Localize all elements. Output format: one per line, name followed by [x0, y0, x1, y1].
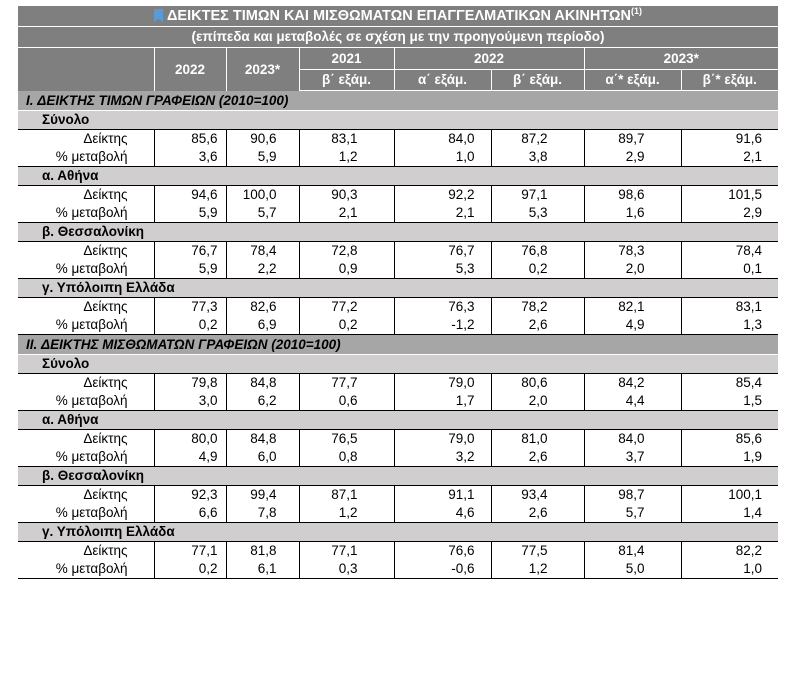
region-name: β. Θεσσαλονίκη — [18, 223, 778, 242]
value-cell: 76,7 — [394, 242, 491, 261]
commercial-property-index-table — [18, 6, 778, 579]
region-header — [18, 111, 778, 130]
value-cell: 98,6 — [584, 186, 681, 205]
region-header — [18, 411, 778, 430]
header-row-years — [18, 48, 778, 70]
region-name: Σύνολο — [18, 111, 778, 130]
report-table-container — [18, 6, 778, 579]
change-row — [18, 448, 778, 467]
value-cell: 93,4 — [491, 486, 584, 505]
value-cell: 6,0 — [226, 448, 299, 467]
value-cell: 2,9 — [681, 204, 778, 223]
value-cell: 83,1 — [681, 298, 778, 317]
footnote-marker: (1) — [631, 6, 643, 17]
value-cell: 82,6 — [226, 298, 299, 317]
region-header — [18, 523, 778, 542]
region-name: γ. Υπόλοιπη Ελλάδα — [18, 279, 778, 298]
change-row — [18, 504, 778, 523]
value-cell: 2,1 — [394, 204, 491, 223]
header-2022-a-half: α΄ εξάμ. — [394, 70, 491, 91]
value-cell: 78,2 — [491, 298, 584, 317]
value-cell: 79,8 — [154, 374, 226, 393]
index-label: Δείκτης — [18, 486, 154, 505]
change-row — [18, 260, 778, 279]
index-label: Δείκτης — [18, 242, 154, 261]
value-cell: 1,2 — [491, 560, 584, 579]
index-row — [18, 374, 778, 393]
value-cell: 82,2 — [681, 542, 778, 561]
value-cell: 81,0 — [491, 430, 584, 449]
value-cell: 5,3 — [491, 204, 584, 223]
value-cell: 78,4 — [681, 242, 778, 261]
index-row — [18, 130, 778, 149]
value-cell: 1,9 — [681, 448, 778, 467]
value-cell: 89,7 — [584, 130, 681, 149]
value-cell: 84,0 — [584, 430, 681, 449]
value-cell: 0,9 — [299, 260, 394, 279]
index-label: Δείκτης — [18, 430, 154, 449]
index-label: Δείκτης — [18, 542, 154, 561]
value-cell: 0,2 — [154, 560, 226, 579]
value-cell: 100,1 — [681, 486, 778, 505]
value-cell: 2,2 — [226, 260, 299, 279]
value-cell: 1,3 — [681, 316, 778, 335]
region-header — [18, 467, 778, 486]
value-cell: 91,1 — [394, 486, 491, 505]
value-cell: 5,9 — [226, 148, 299, 167]
header-2023-a-half: α΄* εξάμ. — [584, 70, 681, 91]
index-label: Δείκτης — [18, 298, 154, 317]
table-title — [18, 6, 778, 27]
section-title: I. ΔΕΙΚΤΗΣ ΤΙΜΩΝ ΓΡΑΦΕΙΩΝ (2010=100) — [18, 91, 778, 111]
change-row — [18, 316, 778, 335]
value-cell: 77,5 — [491, 542, 584, 561]
value-cell: 101,5 — [681, 186, 778, 205]
index-row — [18, 298, 778, 317]
index-row — [18, 186, 778, 205]
value-cell: 85,4 — [681, 374, 778, 393]
value-cell: 5,3 — [394, 260, 491, 279]
value-cell: 3,6 — [154, 148, 226, 167]
value-cell: 0,2 — [154, 316, 226, 335]
index-row — [18, 242, 778, 261]
section-header — [18, 335, 778, 355]
value-cell: 91,6 — [681, 130, 778, 149]
value-cell: 0,3 — [299, 560, 394, 579]
change-label: % μεταβολή — [18, 560, 154, 579]
value-cell: 3,8 — [491, 148, 584, 167]
header-blank-cell — [18, 48, 154, 91]
header-col-2023: 2023* — [226, 48, 299, 91]
change-label: % μεταβολή — [18, 504, 154, 523]
value-cell: 5,0 — [584, 560, 681, 579]
value-cell: 1,6 — [584, 204, 681, 223]
value-cell: 80,6 — [491, 374, 584, 393]
value-cell: 84,8 — [226, 374, 299, 393]
value-cell: 98,7 — [584, 486, 681, 505]
value-cell: 4,9 — [584, 316, 681, 335]
index-row — [18, 542, 778, 561]
change-label: % μεταβολή — [18, 392, 154, 411]
value-cell: 94,6 — [154, 186, 226, 205]
value-cell: 5,7 — [584, 504, 681, 523]
subtitle-row — [18, 27, 778, 48]
index-label: Δείκτης — [18, 130, 154, 149]
value-cell: 84,0 — [394, 130, 491, 149]
value-cell: 82,1 — [584, 298, 681, 317]
value-cell: 0,2 — [491, 260, 584, 279]
value-cell: 4,9 — [154, 448, 226, 467]
header-group-2023: 2023* — [584, 48, 778, 70]
change-row — [18, 560, 778, 579]
change-label: % μεταβολή — [18, 448, 154, 467]
value-cell: 77,7 — [299, 374, 394, 393]
value-cell: 84,2 — [584, 374, 681, 393]
value-cell: 97,1 — [491, 186, 584, 205]
index-label: Δείκτης — [18, 374, 154, 393]
change-label: % μεταβολή — [18, 148, 154, 167]
value-cell: 2,6 — [491, 504, 584, 523]
header-group-2021: 2021 — [299, 48, 394, 70]
value-cell: 76,3 — [394, 298, 491, 317]
value-cell: -0,6 — [394, 560, 491, 579]
value-cell: 0,2 — [299, 316, 394, 335]
value-cell: 85,6 — [154, 130, 226, 149]
value-cell: 92,3 — [154, 486, 226, 505]
value-cell: 2,1 — [681, 148, 778, 167]
value-cell: 79,0 — [394, 374, 491, 393]
value-cell: 78,4 — [226, 242, 299, 261]
region-header — [18, 223, 778, 242]
value-cell: 100,0 — [226, 186, 299, 205]
value-cell: 83,1 — [299, 130, 394, 149]
value-cell: 2,6 — [491, 316, 584, 335]
value-cell: 77,1 — [154, 542, 226, 561]
value-cell: 78,3 — [584, 242, 681, 261]
value-cell: 87,1 — [299, 486, 394, 505]
value-cell: 87,2 — [491, 130, 584, 149]
value-cell: 76,5 — [299, 430, 394, 449]
change-row — [18, 392, 778, 411]
value-cell: 90,6 — [226, 130, 299, 149]
value-cell: 79,0 — [394, 430, 491, 449]
value-cell: 2,0 — [584, 260, 681, 279]
title-row — [18, 6, 778, 27]
value-cell: 77,2 — [299, 298, 394, 317]
header-2021-b-half: β΄ εξάμ. — [299, 70, 394, 91]
value-cell: 2,9 — [584, 148, 681, 167]
value-cell: 4,6 — [394, 504, 491, 523]
value-cell: 1,5 — [681, 392, 778, 411]
value-cell: 7,8 — [226, 504, 299, 523]
value-cell: 92,2 — [394, 186, 491, 205]
index-row — [18, 486, 778, 505]
region-name: β. Θεσσαλονίκη — [18, 467, 778, 486]
region-name: γ. Υπόλοιπη Ελλάδα — [18, 523, 778, 542]
value-cell: 1,0 — [681, 560, 778, 579]
index-row — [18, 430, 778, 449]
value-cell: 99,4 — [226, 486, 299, 505]
index-label: Δείκτης — [18, 186, 154, 205]
value-cell: 76,7 — [154, 242, 226, 261]
value-cell: 6,2 — [226, 392, 299, 411]
value-cell: 2,1 — [299, 204, 394, 223]
value-cell: 84,8 — [226, 430, 299, 449]
header-2022-b-half: β΄ εξάμ. — [491, 70, 584, 91]
value-cell: 5,9 — [154, 260, 226, 279]
region-header — [18, 279, 778, 298]
value-cell: 1,2 — [299, 504, 394, 523]
value-cell: 1,2 — [299, 148, 394, 167]
value-cell: 0,8 — [299, 448, 394, 467]
value-cell: 3,7 — [584, 448, 681, 467]
value-cell: 2,6 — [491, 448, 584, 467]
value-cell: 77,1 — [299, 542, 394, 561]
section-header — [18, 91, 778, 111]
region-name: Σύνολο — [18, 355, 778, 374]
change-label: % μεταβολή — [18, 260, 154, 279]
value-cell: 80,0 — [154, 430, 226, 449]
section-title: II. ΔΕΙΚΤΗΣ ΜΙΣΘΩΜΑΤΩΝ ΓΡΑΦΕΙΩΝ (2010=100) — [18, 335, 778, 355]
table-title-text: ΔΕΙΚΤΕΣ ΤΙΜΩΝ ΚΑΙ ΜΙΣΘΩΜΑΤΩΝ ΕΠΑΓΓΕΛΜΑΤΙΚΩΝ ΑΚΙΝΗΤΩΝ — [167, 8, 632, 24]
region-name: α. Αθήνα — [18, 167, 778, 186]
value-cell: 90,3 — [299, 186, 394, 205]
value-cell: 4,4 — [584, 392, 681, 411]
table-subtitle: (επίπεδα και μεταβολές σε σχέση με την προηγούμενη περίοδο) — [18, 27, 778, 48]
region-header — [18, 167, 778, 186]
change-label: % μεταβολή — [18, 316, 154, 335]
value-cell: 1,7 — [394, 392, 491, 411]
value-cell: 76,8 — [491, 242, 584, 261]
value-cell: -1,2 — [394, 316, 491, 335]
value-cell: 85,6 — [681, 430, 778, 449]
value-cell: 72,8 — [299, 242, 394, 261]
value-cell: 6,6 — [154, 504, 226, 523]
value-cell: 5,9 — [154, 204, 226, 223]
header-group-2022: 2022 — [394, 48, 584, 70]
value-cell: 3,0 — [154, 392, 226, 411]
value-cell: 2,0 — [491, 392, 584, 411]
value-cell: 3,2 — [394, 448, 491, 467]
change-label: % μεταβολή — [18, 204, 154, 223]
region-name: α. Αθήνα — [18, 411, 778, 430]
value-cell: 5,7 — [226, 204, 299, 223]
region-header — [18, 355, 778, 374]
header-2023-b-half: β΄* εξάμ. — [681, 70, 778, 91]
change-row — [18, 204, 778, 223]
change-row — [18, 148, 778, 167]
value-cell: 0,1 — [681, 260, 778, 279]
table-body — [18, 91, 778, 579]
value-cell: 0,6 — [299, 392, 394, 411]
value-cell: 77,3 — [154, 298, 226, 317]
header-col-2022: 2022 — [154, 48, 226, 91]
bookmark-icon — [154, 9, 163, 22]
value-cell: 81,4 — [584, 542, 681, 561]
value-cell: 1,0 — [394, 148, 491, 167]
value-cell: 1,4 — [681, 504, 778, 523]
value-cell: 6,1 — [226, 560, 299, 579]
value-cell: 6,9 — [226, 316, 299, 335]
value-cell: 81,8 — [226, 542, 299, 561]
value-cell: 76,6 — [394, 542, 491, 561]
